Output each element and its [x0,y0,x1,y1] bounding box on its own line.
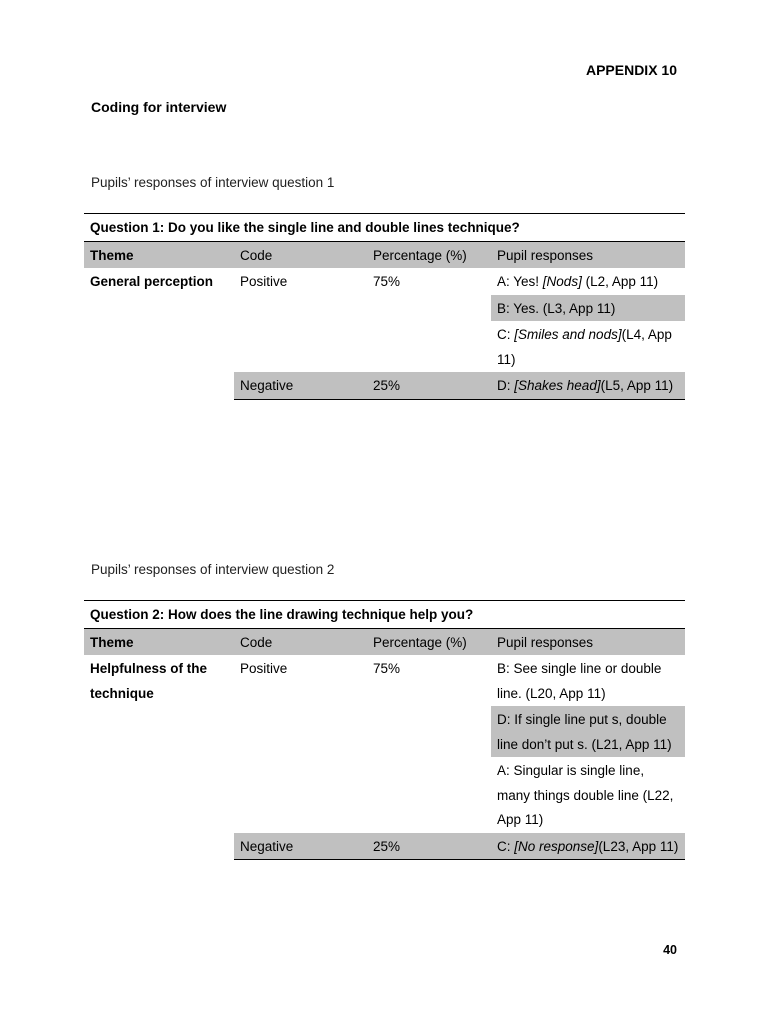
theme-header: Theme [84,628,234,655]
percentage-cell: 25% [367,833,491,860]
section-heading: Coding for interview [91,99,227,115]
code-cell: Negative [234,372,367,399]
response-cell: B: See single line or double line. (L20, App 11) [497,661,662,701]
question-row [84,214,685,242]
code-header: Code [234,628,367,655]
responses-header: Pupil responses [491,628,685,655]
theme-header: Theme [84,241,234,268]
header-row [84,628,685,655]
response-cell: D: If single line put s, double line don’t put s. (L21, App 11) [491,706,685,757]
code-cell: Positive [240,274,288,289]
theme-cell: Helpfulness of the technique [90,661,208,701]
table2-caption: Pupils’ responses of interview question 2 [91,562,335,577]
coding-table-question-2 [84,600,685,860]
percentage-header: Percentage (%) [367,628,491,655]
table-row [84,268,685,295]
percentage-header: Percentage (%) [367,241,491,268]
code-cell: Negative [234,833,367,860]
responses-header: Pupil responses [491,241,685,268]
response-cell: A: Singular is single line, many things double line (L22, App 11) [497,763,674,827]
percentage-cell: 25% [367,372,491,399]
coding-table-question-1 [84,213,685,400]
header-row [84,241,685,268]
question-row [84,601,685,629]
question-text: Question 2: How does the line drawing technique help you? [84,601,685,629]
response-cell: C: [Smiles and nods](L4, App 11) [497,327,672,367]
percentage-cell: 75% [373,274,401,289]
code-header: Code [234,241,367,268]
appendix-label: APPENDIX 10 [585,62,677,78]
response-cell: A: Yes! [Nods] (L2, App 11) [497,274,659,289]
table1-caption: Pupils’ responses of interview question 1 [91,175,335,190]
percentage-cell: 75% [373,661,401,676]
theme-cell: General perception [90,274,214,289]
response-cell: B: Yes. (L3, App 11) [491,295,685,322]
page-number: 40 [663,943,677,957]
question-text: Question 1: Do you like the single line and double lines technique? [84,214,685,242]
response-cell: C: [No response](L23, App 11) [491,833,685,860]
table-row [84,655,685,706]
response-cell: D: [Shakes head](L5, App 11) [491,372,685,399]
code-cell: Positive [240,661,288,676]
